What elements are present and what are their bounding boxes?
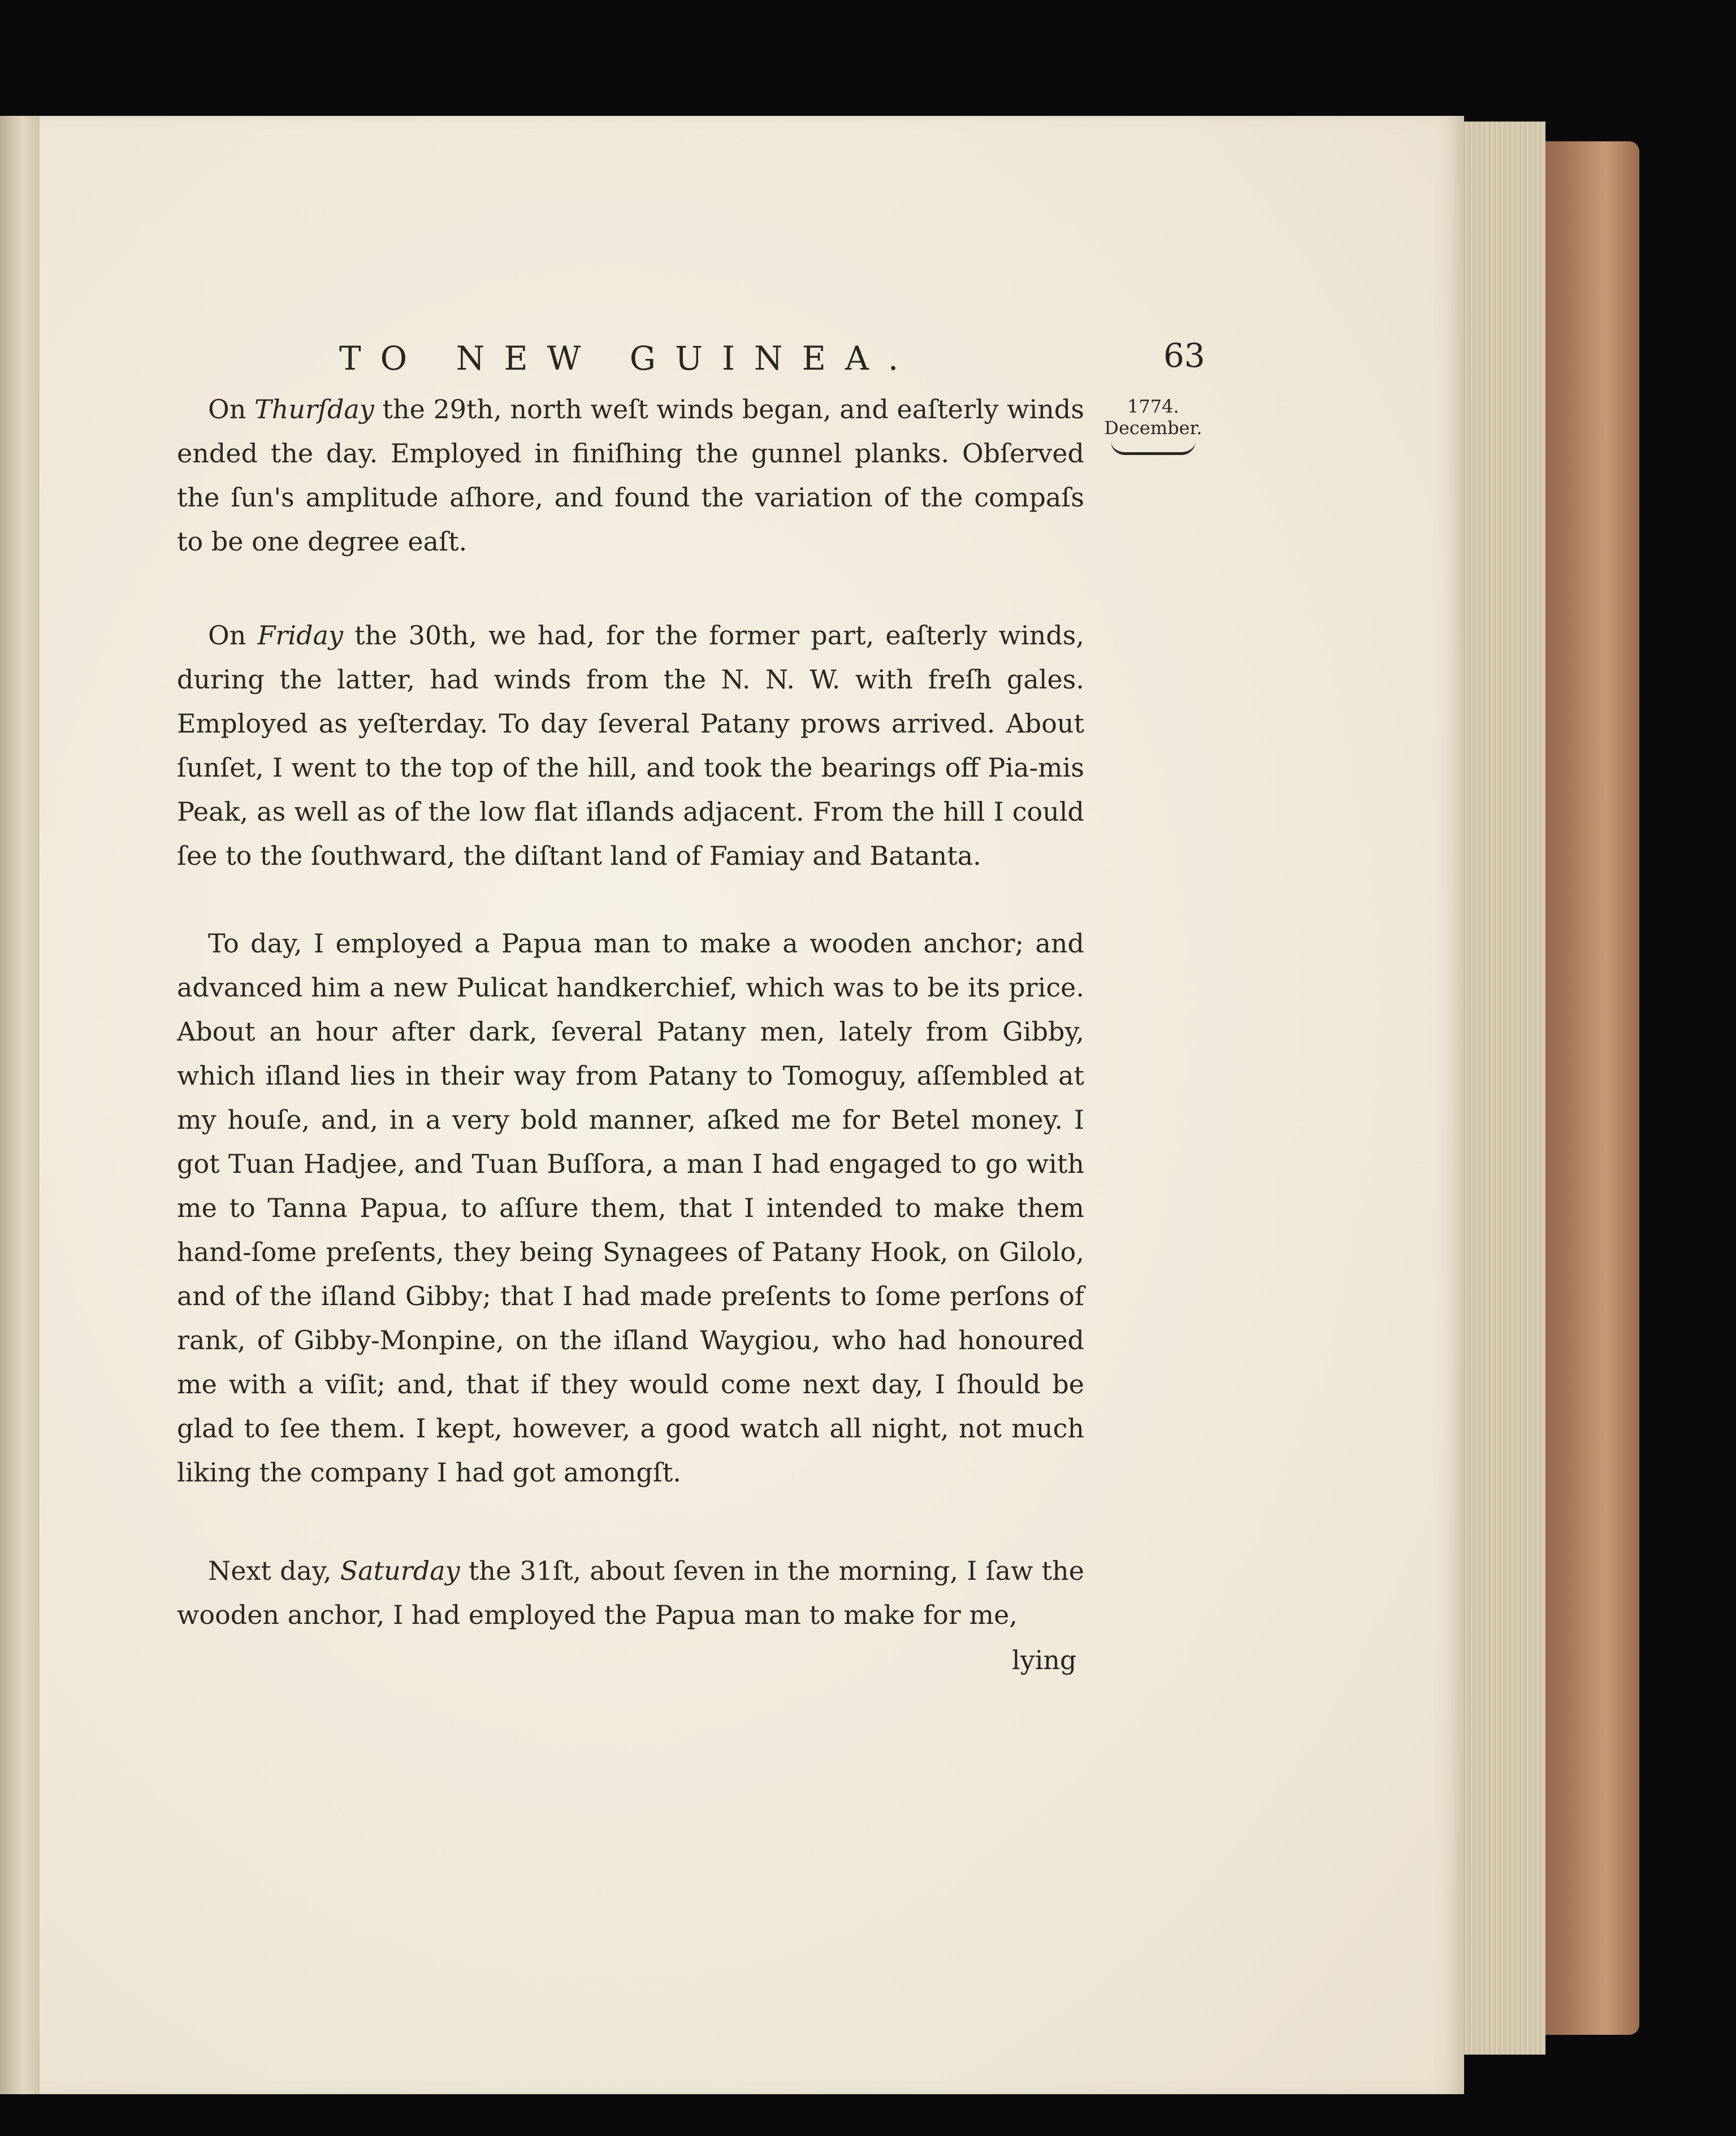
paragraph-thursday xyxy=(177,387,1084,564)
page-fore-edge xyxy=(1456,122,1545,2055)
left-page-edge xyxy=(0,116,42,2094)
margin-note xyxy=(1102,396,1204,455)
paragraph-saturday xyxy=(177,1549,1084,1637)
paragraph-text: To day, I employed a Papua man to make a wooden anchor; and advanced him a new Pulicat handkerchief, which was to be its price. About an hour after dark, ſeveral Patany men, lately from Gibby, which iſland lies in their way from Patany to Tomoguy, aſſembled at my houſe, and, in a very bold manner, aſked me for Betel money. I got Tuan Hadjee, and Tuan Buſſora, a man I had engaged to go with me to Tanna Papua, to aſſure them, that I intended to make them hand-ſome preſents, they being Synagees of Patany Hook, on Gilolo, and of the iſland Gibby; that I had made preſents to ſome perſons of rank, of Gibby-Monpine, on the iſland Waygiou, who had honoured me with a viſit; and, that if they would come next day, I ſhould be glad to ſee them. I kept, however, a good watch all night, not much liking the company I had got amongſt. xyxy=(177,928,1084,1488)
paragraph-italic: Friday xyxy=(257,620,343,651)
margin-brace xyxy=(1111,441,1196,455)
margin-note-year: 1774. xyxy=(1127,396,1179,417)
paragraph-text: the 29th, north weſt winds began, and eaſterly winds ended the day. Employed in finiſhing the gunnel planks. Obſerved the ſun's amplitude aſhore, and found the variation of the compaſs to be one degree eaſt. xyxy=(177,394,1084,557)
paragraph-text: the 30th, we had, for the former part, eaſterly winds, during the latter, had winds from the N. N. W. with freſh gales. Employed as yeſterday. To day ſeveral Patany prows arrived. About ſunſet, I went to the top of the hill, and took the bearings off Pia-mis Peak, as well as of the low flat iſlands adjacent. From the hill I could ſee to the ſouthward, the diſtant land of Famiay and Batanta. xyxy=(177,620,1084,871)
paragraph-lead: On xyxy=(208,620,258,651)
margin-note-month: December. xyxy=(1104,417,1202,439)
paragraph-italic: Thurſday xyxy=(254,394,374,424)
paragraph-text: the 31ſt, about ſeven in the morning, I ſaw the wooden anchor, I had employed the Papua man to make for me, xyxy=(177,1556,1084,1630)
paragraph-anchor xyxy=(177,921,1084,1494)
running-head: TO NEW GUINEA. xyxy=(339,339,918,378)
paragraph-lead: On xyxy=(208,394,255,424)
paragraph-friday xyxy=(177,613,1084,878)
paragraph-lead: Next day, xyxy=(208,1556,340,1586)
page-number: 63 xyxy=(1163,336,1205,375)
catchword: lying xyxy=(1012,1645,1077,1675)
paragraph-italic: Saturday xyxy=(340,1556,460,1586)
